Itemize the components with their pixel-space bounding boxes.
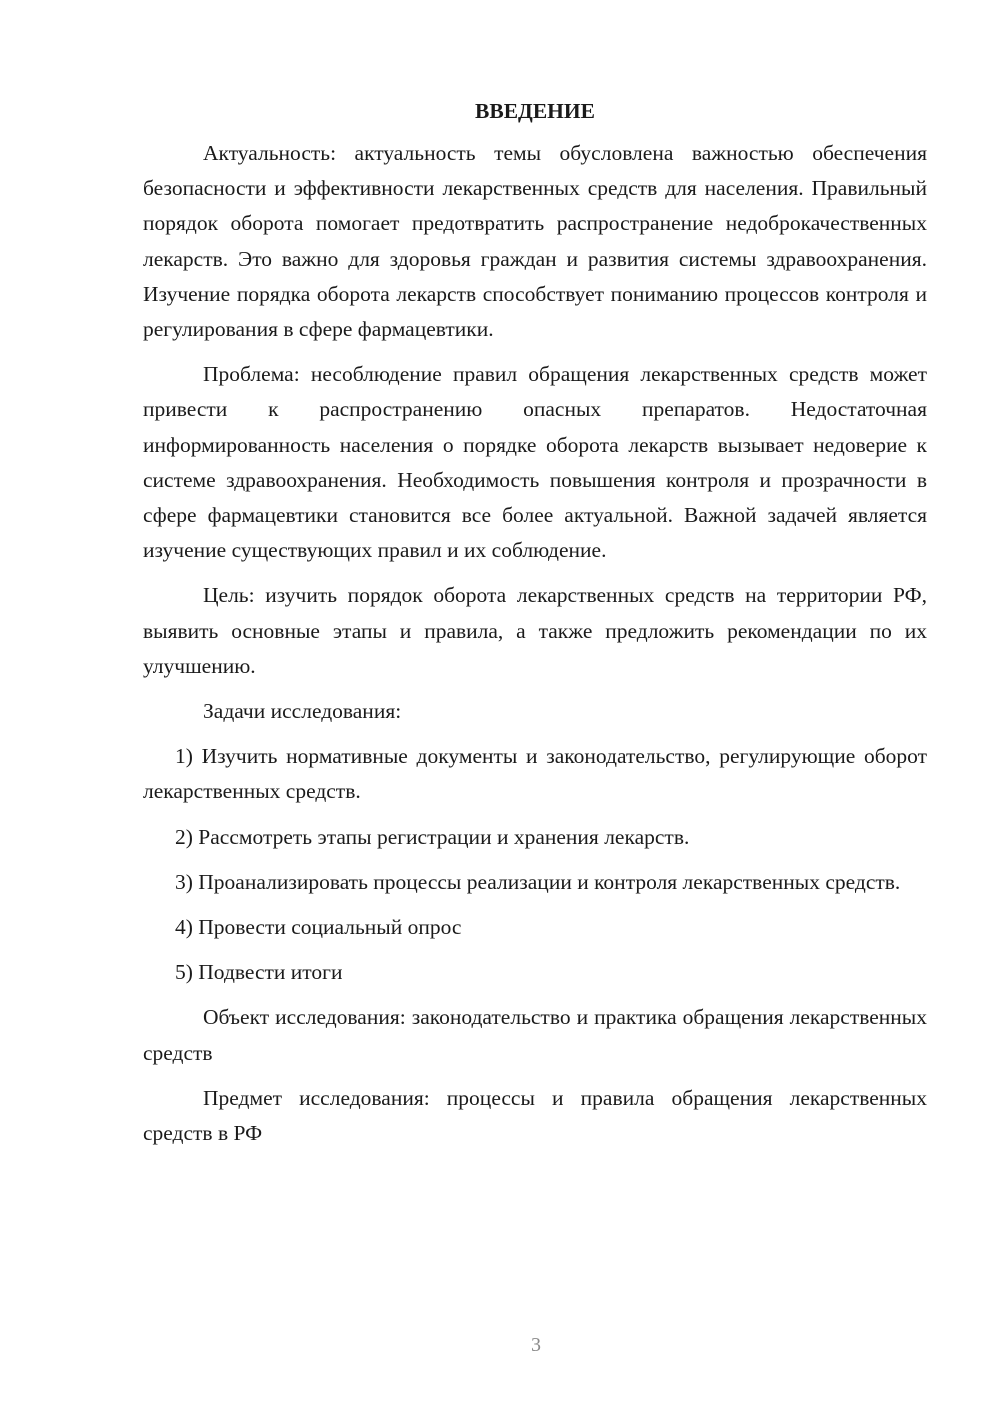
task-item-2: 2) Рассмотреть этапы регистрации и хранения лекарств. — [175, 824, 690, 849]
paragraph-subject: Предмет исследования: процессы и правила обращения лекарственных средств в РФ — [143, 1085, 927, 1146]
paragraph-goal: Цель: изучить порядок оборота лекарственных средств на территории РФ, выявить основные этапы и правила, а также предложить рекомендации по их улучшению. — [143, 583, 927, 678]
paragraph-object: Объект исследования: законодательство и практика обращения лекарственных средств — [143, 1005, 927, 1065]
document-body — [143, 96, 927, 1151]
paragraph-problem: Проблема: несоблюдение правил обращения лекарственных средств может привести к распространению опасных препаратов. Недостаточная информированность населения о порядке оборота лекарств вызывает недоверие к системе здравоохранения. Необходимость повышения контроля и прозрачности в сфере фармацевтики становится все более актуальной. Важной задачей является изучение существующих правил и их соблюдение. — [143, 362, 927, 563]
tasks-title: Задачи исследования: — [203, 699, 402, 724]
task-item-1: 1) Изучить нормативные документы и законодательство, регулирующие оборот лекарственных средств. — [143, 744, 927, 804]
page-number: 3 — [531, 1334, 541, 1356]
task-item-4: 4) Провести социальный опрос — [175, 915, 462, 940]
page-title: ВВЕДЕНИЕ — [475, 99, 595, 123]
task-item-3: 3) Проанализировать процессы реализации и контроля лекарственных средств. — [175, 869, 901, 894]
task-item-5: 5) Подвести итоги — [175, 960, 343, 985]
paragraph-relevance: Актуальность: актуальность темы обусловлена важностью обеспечения безопасности и эффективности лекарственных средств для населения. Правильный порядок оборота помогает предотвратить распространение недоброкачественных лекарств. Это важно для здоровья граждан и развития системы здравоохранения. Изучение порядка оборота лекарств способствует пониманию процессов контроля и регулирования в сфере фармацевтики. — [143, 141, 927, 342]
